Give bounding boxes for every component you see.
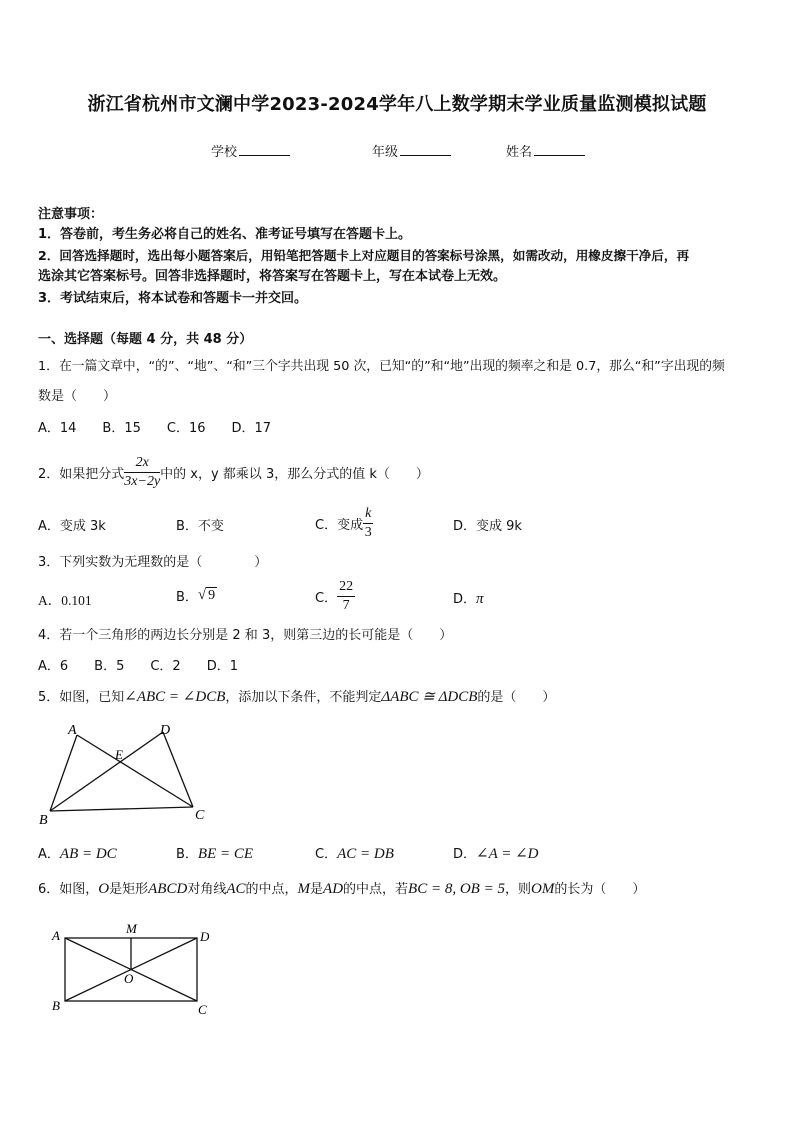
- q6-math-5: AD: [323, 881, 344, 897]
- q5-option-a: [38, 843, 117, 863]
- q3-option-b-prefix: B．: [176, 590, 198, 605]
- q2-fraction-denominator: 3x−2y: [124, 473, 161, 489]
- q5-option-c: [315, 843, 394, 863]
- q6-label-m: M: [126, 921, 137, 936]
- q5-option-d: [453, 843, 539, 863]
- q2-option-b: B．不变: [176, 519, 224, 534]
- q6-label-d: D: [200, 929, 210, 944]
- q5-stem-suffix: 的是（ ）: [477, 690, 556, 705]
- q3-option-c-prefix: C．: [315, 590, 338, 606]
- q6-math-6: BC = 8, OB = 5: [408, 881, 505, 897]
- q3-option-b: [176, 586, 217, 605]
- q6-label-o: O: [124, 971, 134, 986]
- q6-math-3: AC: [226, 881, 246, 897]
- q2-option-c: [315, 502, 373, 544]
- q6-part-1: 6．如图，: [38, 882, 99, 897]
- q5-option-d-prefix: D．: [453, 847, 477, 862]
- q6-label-b: B: [52, 998, 60, 1013]
- q5-option-b-prefix: B．: [176, 847, 198, 862]
- q6-math-7: OM: [530, 881, 555, 897]
- q5-option-b-math: BE = CE: [197, 846, 254, 862]
- q2-option-c-denominator: 3: [364, 524, 372, 540]
- q5-stem-math-1: ∠ABC = ∠DCB: [124, 689, 226, 705]
- q5-figure: [30, 718, 220, 830]
- q5-label-e: E: [115, 747, 123, 762]
- q6-part-4: 的中点，: [245, 882, 298, 897]
- q5-option-b: [176, 843, 253, 863]
- note-item-2-line-2: 选涂其它答案标号。回答非选择题时，将答案写在答题卡上，写在本试卷上无效。: [38, 269, 507, 284]
- q6-part-5: 是: [310, 882, 324, 897]
- q6-part-2: 是矩形: [109, 882, 149, 897]
- q5-option-a-math: AB = DC: [59, 846, 117, 862]
- q3-option-d-prefix: D．: [453, 592, 477, 607]
- q6-part-3: 对角线: [187, 882, 227, 897]
- q6-part-7: ，则: [504, 882, 531, 897]
- q5-option-a-prefix: A．: [38, 847, 60, 862]
- notes-heading: 注意事项：: [38, 207, 104, 222]
- q5-stem-mid: ，添加以下条件，不能判定: [225, 690, 382, 705]
- q1-stem-line-2: 数是（ ）: [38, 389, 117, 404]
- grade-label: 年级: [372, 145, 399, 160]
- q5-label-c: C: [195, 808, 205, 823]
- name-label: 姓名: [506, 145, 533, 160]
- q1-options: A．14 B．15 C．16 D．17: [38, 421, 272, 436]
- q6-math-1: O: [98, 881, 110, 897]
- q6-math-2: ABCD: [148, 881, 188, 897]
- q4-options: A．6 B．5 C．2 D．1: [38, 659, 238, 674]
- note-item-2-line-1: 2．回答选择题时，选出每小题答案后，用铅笔把答题卡上对应题目的答案标号涂黑，如需改动，用橡皮擦干净后，再: [38, 248, 690, 263]
- q2-option-d: D．变成 9k: [453, 519, 522, 534]
- q2-prefix: 2．如果把分式: [38, 466, 125, 482]
- exam-title: 浙江省杭州市文澜中学2023-2024学年八上数学期末学业质量监测模拟试题: [87, 94, 707, 115]
- q3-stem: 3．下列实数为无理数的是（ ）: [38, 555, 268, 570]
- name-blank[interactable]: [534, 141, 585, 156]
- q5-segment-ab: [50, 735, 77, 811]
- q3-option-a: A．0.101: [38, 593, 92, 608]
- q3-option-c: [315, 575, 355, 617]
- q2-fraction: [124, 455, 160, 490]
- q5-option-d-math: ∠A = ∠D: [476, 846, 539, 862]
- note-item-3: 3．考试结束后，将本试卷和答题卡一并交回。: [38, 291, 308, 306]
- q4-stem: 4．若一个三角形的两边长分别是 2 和 3，则第三边的长可能是（ ）: [38, 628, 453, 643]
- sqrt-icon: √: [197, 587, 207, 603]
- q2-option-c-fraction: [363, 506, 373, 541]
- q6-stem: [38, 878, 645, 898]
- q5-label-a: A: [68, 723, 77, 738]
- q5-stem-prefix: 5．如图，已知: [38, 690, 125, 705]
- section-1-heading: 一、选择题（每题 4 分，共 48 分）: [38, 332, 253, 347]
- q3-option-d: [453, 588, 484, 608]
- q3-option-c-fraction: [337, 579, 355, 614]
- grade-blank[interactable]: [400, 141, 451, 156]
- q6-part-8: 的长为（ ）: [554, 882, 646, 897]
- q5-segment-db: [50, 732, 163, 811]
- q5-segment-bc: [50, 807, 193, 811]
- q2-fraction-numerator: 2x: [124, 455, 160, 473]
- q2-option-c-numerator: k: [363, 506, 373, 524]
- q3-option-b-radicand: 9: [208, 588, 216, 603]
- q2-option-a: A．变成 3k: [38, 519, 106, 534]
- q2-suffix: 中的 x，y 都乘以 3，那么分式的值 k（ ）: [160, 466, 429, 482]
- q5-option-c-prefix: C．: [315, 847, 338, 862]
- q5-segment-ac: [77, 735, 193, 807]
- q2-stem: [38, 450, 429, 494]
- q3-option-c-numerator: 22: [337, 579, 355, 597]
- q1-stem-line-1: 1．在一篇文章中，“的”、“地”、“和”三个字共出现 50 次，已知“的”和“地”出现的频率之和是 0.7，那么“和”字出现的频: [38, 359, 725, 374]
- school-blank[interactable]: [239, 141, 290, 156]
- q3-option-c-denominator: 7: [342, 597, 350, 613]
- q5-option-c-math: AC = DB: [337, 846, 394, 862]
- q6-label-a: A: [52, 928, 60, 943]
- q3-option-d-value: π: [476, 591, 484, 607]
- q5-segment-cd: [163, 732, 193, 807]
- q6-math-4: M: [297, 881, 311, 897]
- q5-stem-math-2: ΔABC ≅ ΔDCB: [381, 689, 478, 705]
- q6-part-6: 的中点，若: [343, 882, 409, 897]
- q5-label-b: B: [39, 813, 48, 828]
- q5-stem: [38, 686, 555, 706]
- q6-label-c: C: [198, 1002, 207, 1017]
- q5-label-d: D: [160, 723, 171, 738]
- q6-figure: [40, 918, 220, 1020]
- note-item-1: 1．答卷前，考生务必将自己的姓名、准考证号填写在答题卡上。: [38, 227, 412, 242]
- school-label: 学校: [211, 145, 238, 160]
- q2-option-c-prefix: C．变成: [315, 517, 364, 533]
